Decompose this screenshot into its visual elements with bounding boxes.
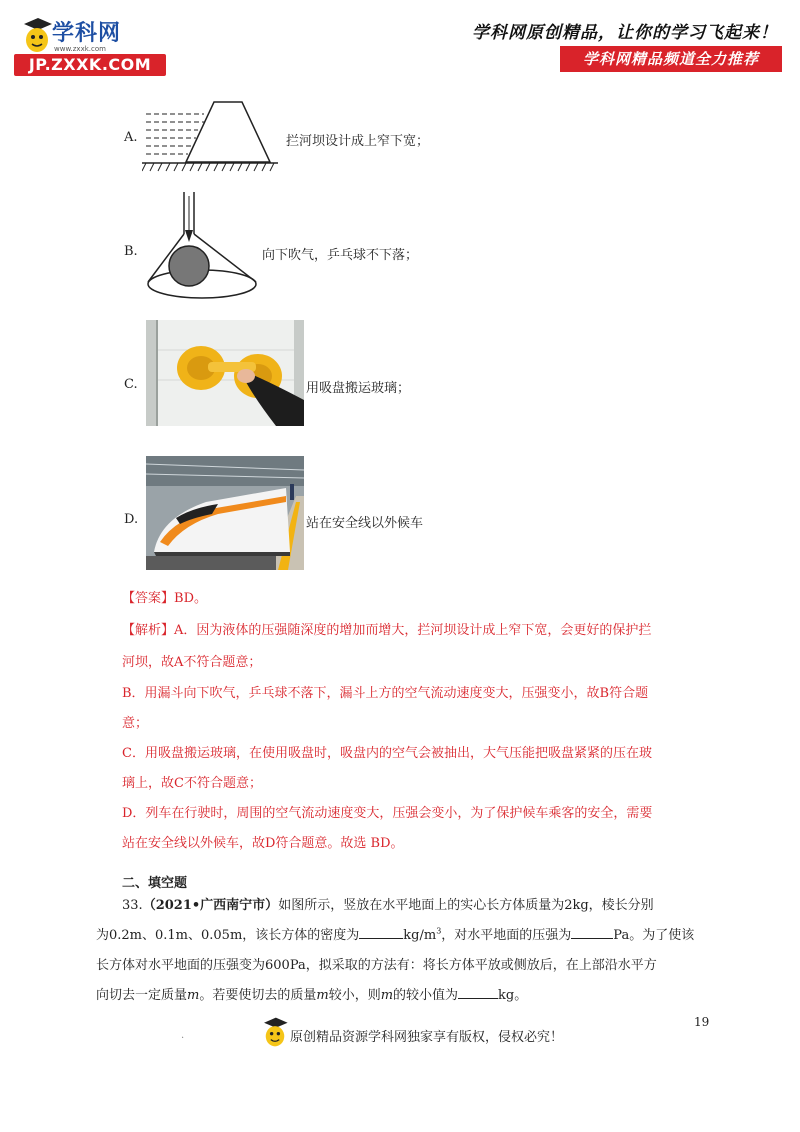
option-b-text: 向下吹气，乒乓球不下落； <box>262 248 419 263</box>
question-source: （2021•广西南宁市） <box>142 898 279 913</box>
footer-mascot-icon <box>262 1016 288 1048</box>
logo-subtitle: www.zxxk.com <box>54 45 106 53</box>
question-line3: 长方体对水平地面的压强变为600Pa，拟采取的方法有：将长方体平放或侧放后，在上部沿水平方 <box>96 958 657 973</box>
site-logo[interactable] <box>10 14 170 76</box>
footer-copyright: 原创精品资源学科网独家享有版权，侵权必究！ <box>290 1030 564 1045</box>
analysis-b-line2: 意； <box>122 716 149 731</box>
logo-url-bar: JP.ZXXK.COM <box>14 54 166 76</box>
answer-label: 【答案】 <box>122 591 175 606</box>
question-number: 33. <box>122 898 143 913</box>
page-number: 19 <box>694 1015 710 1029</box>
mascot-icon <box>22 16 52 54</box>
header-banner: 学科网精品频道全力推荐 <box>560 46 782 72</box>
high-speed-train-photo <box>146 456 304 570</box>
analysis-label: 【解析】 <box>122 623 175 638</box>
suction-cup-photo <box>146 320 304 426</box>
funnel-ball-diagram <box>144 190 260 306</box>
analysis-a-line1: 【解析】A．因为液体的压强随深度的增加而增大，拦河坝设计成上窄下宽，会更好的保护拦 <box>122 623 652 638</box>
option-d-text: 站在安全线以外候车 <box>306 516 424 531</box>
density-blank[interactable] <box>359 926 403 939</box>
question-line2: 为0.2m、0.1m、0.05m，该长方体的密度为 $kg/m^3$，对水平地面的压强为 Pa。为了使该 <box>96 926 695 943</box>
question-line1: 33.（2021•广西南宁市）如图所示，竖放在水平地面上的实心长方体质量为2kg，棱长分别 <box>122 898 654 913</box>
header-slogan: 学科网原创精品，让你的学习飞起来！ <box>472 23 778 43</box>
option-c-text: 用吸盘搬运玻璃； <box>306 381 411 396</box>
answer-line <box>122 584 712 614</box>
dam-diagram <box>142 96 278 174</box>
option-d-letter: D. <box>124 512 139 527</box>
section-title: 二、填空题 <box>122 876 188 891</box>
analysis-d-line1: D．列车在行驶时，周围的空气流动速度变大，压强会变小，为了保护候车乘客的安全，需要 <box>122 806 653 821</box>
question-line4: 向切去一定质量m。若要使切去的质量m较小，则m的较小值为 kg。 <box>96 988 528 1003</box>
analysis-d-line2: 站在安全线以外候车，故D符合题意。故选 BD。 <box>122 836 404 851</box>
option-a-text: 拦河坝设计成上窄下宽； <box>286 134 430 149</box>
pressure-blank[interactable] <box>571 926 613 939</box>
logo-title: 学科网 <box>52 21 122 46</box>
analysis-b-line1: B．用漏斗向下吹气，乒乓球不落下，漏斗上方的空气流动速度变大，压强变小，故B符合题 <box>122 686 649 701</box>
analysis-a-line2: 河坝，故A不符合题意； <box>122 655 262 670</box>
mass-blank[interactable] <box>458 986 498 999</box>
option-a-letter: A. <box>124 130 138 145</box>
option-b-letter: B. <box>124 244 138 259</box>
footer-dot: . <box>181 1030 185 1041</box>
analysis-c-line2: 璃上，故C不符合题意； <box>122 776 262 791</box>
option-c-letter: C. <box>124 377 138 392</box>
answer-value: BD。 <box>174 591 207 606</box>
analysis-c-line1: C．用吸盘搬运玻璃，在使用吸盘时，吸盘内的空气会被抽出，大气压能把吸盘紧紧的压在玻 <box>122 746 652 761</box>
